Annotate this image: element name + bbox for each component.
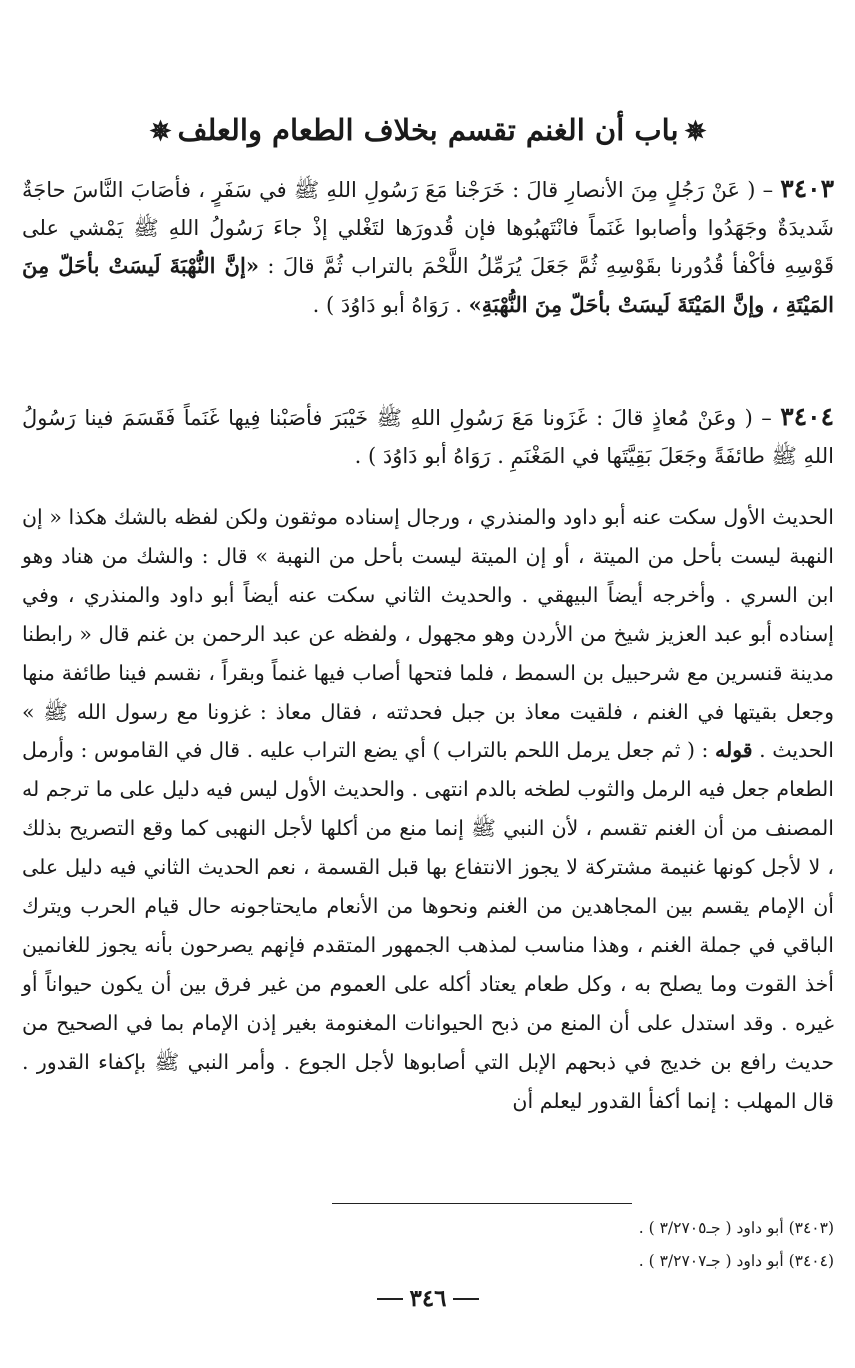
hadith-3404 (22, 398, 834, 475)
page-number (22, 1285, 834, 1312)
hadith-text: – ( وعَنْ مُعاذٍ قالَ : غَزَونا مَعَ رَسُولِ اللهِ ﷺ خَيْبَرَ فأصَبْنا فِيها غَنَماً فَقَسَمَ فينا رَسُولُ اللهِ ﷺ طائفَةً وجَعَلَ بَقِيَّتَها في المَغْنَمِ . رَوَاهُ أبو دَاوُدَ ) . (22, 406, 834, 468)
footnote-divider (332, 1203, 632, 1204)
star-ornament-icon: ✵ (684, 117, 707, 147)
hadith-number: ٣٤٠٤ (780, 402, 834, 431)
hadith-quote: «إنَّ النُّهْبَةَ لَيسَتْ بأحَلّ مِنَ المَيْتَةِ ، وإنَّ المَيْتَةَ لَيسَتْ بأحَلّ مِنَ النُّهْبَةِ» (22, 253, 834, 317)
commentary-keyword: قوله (714, 738, 753, 763)
footnote: (٣٤٠٣) أبو داود ( جـ٣/٢٧٠٥ ) . (638, 1219, 834, 1237)
star-ornament-icon: ✵ (149, 117, 172, 147)
hadith-text: – ( عَنْ رَجُلٍ مِنَ الأنصارِ قالَ : خَرَجْنا مَعَ رَسُولِ اللهِ ﷺ في سَفَرٍ ، فأصَابَ النَّاسَ حاجَةٌ شَديدَةٌ وجَهَدُوا وأصابوا غَنَماً فانْتَهبُوها فإن قُدورَها لتَغْلي إذْ جاءَ رَسُولُ اللهِ ﷺ يَمْشي على قَوْسِهِ فأكْفأ قُدُورنا بقَوْسِهِ ثُمَّ جَعَلَ يُرَمِّلُ اللَّحْمَ بالتراب ثُمَّ قالَ : (22, 178, 834, 278)
commentary (22, 498, 834, 1121)
hadith-number: ٣٤٠٣ (780, 174, 834, 203)
chapter-title-text: باب أن الغنم تقسم بخلاف الطعام والعلف (177, 113, 679, 147)
page-number-text: ٣٤٦ (409, 1285, 447, 1312)
chapter-title (22, 108, 834, 154)
commentary-text: الحديث الأول سكت عنه أبو داود والمنذري ، ورجال إسناده موثقون ولكن لفظه بالشك هكذا « إن النهبة ليست بأحل من الميتة ، أو إن الميتة ليست بأحل من النهبة » قال : والشك من هناد وهو ابن السري . وأخرجه أيضاً البيهقي . والحديث الثاني سكت عنه أيضاً أبو داود والمنذري ، وفي إسناده أبو عبد العزيز شيخ من الأردن وهو مجهول ، ولفظه عن عبد الرحمن بن غنم قال « رابطنا مدينة قنسرين مع شرحبيل بن السمط ، فلما فتحها أصاب فيها غنماً وبقراً ، نقسم فينا طائفة منها وجعل بقيتها في الغنم ، فلقيت معاذ بن جبل فحدثته ، فقال معاذ : غزونا مع رسول الله ﷺ » الحديث . (22, 505, 834, 763)
hadith-source: . رَوَاهُ أبو دَاوُدَ ) . (312, 292, 462, 317)
hadith-3403 (22, 170, 834, 324)
commentary-text: : ( ثم جعل يرمل اللحم بالتراب ) أي يضع التراب عليه . قال في القاموس : وأرمل الطعام جعل فيه الرمل والثوب لطخه بالدم انتهى . والحديث الأول ليس فيه دليل على ما ترجم له المصنف من أن الغنم تقسم ، لأن النبي ﷺ إنما منع من أكلها لأجل النهبى كما وقع التصريح بذلك ، لا لأجل كونها غنيمة مشتركة لا يجوز الانتفاع بها قبل القسمة ، نعم الحديث الثاني فيه دليل على أن الإمام يقسم بين المجاهدين من الغنم ونحوها من الأنعام مايحتاجونه حال قيام الحرب ويترك الباقي في جملة الغنم ، وهذا مناسب لمذهب الجمهور المتقدم فإنهم يصرحون بأنه يجوز للغانمين أخذ القوت وما يصلح به ، وكل طعام يعتاد أكله على العموم من غير فرق بين أن يكون حيواناً أو غيره . وقد استدل على أن المنع من ذبح الحيوانات المغنومة بغير إذن الإمام بما في الصحيح من حديث رافع بن خديج في ذبحهم الإبل التي أصابوها لأجل الجوع . وأمر النبي ﷺ بإكفاء القدور . قال المهلب : إنما أكفأ القدور ليعلم أن (22, 738, 834, 1113)
document-page (22, 0, 834, 1368)
footnotes (22, 1212, 834, 1278)
footnote: (٣٤٠٤) أبو داود ( جـ٣/٢٧٠٧ ) . (638, 1252, 834, 1270)
page-number-dash (377, 1298, 403, 1300)
page-number-dash (453, 1298, 479, 1300)
